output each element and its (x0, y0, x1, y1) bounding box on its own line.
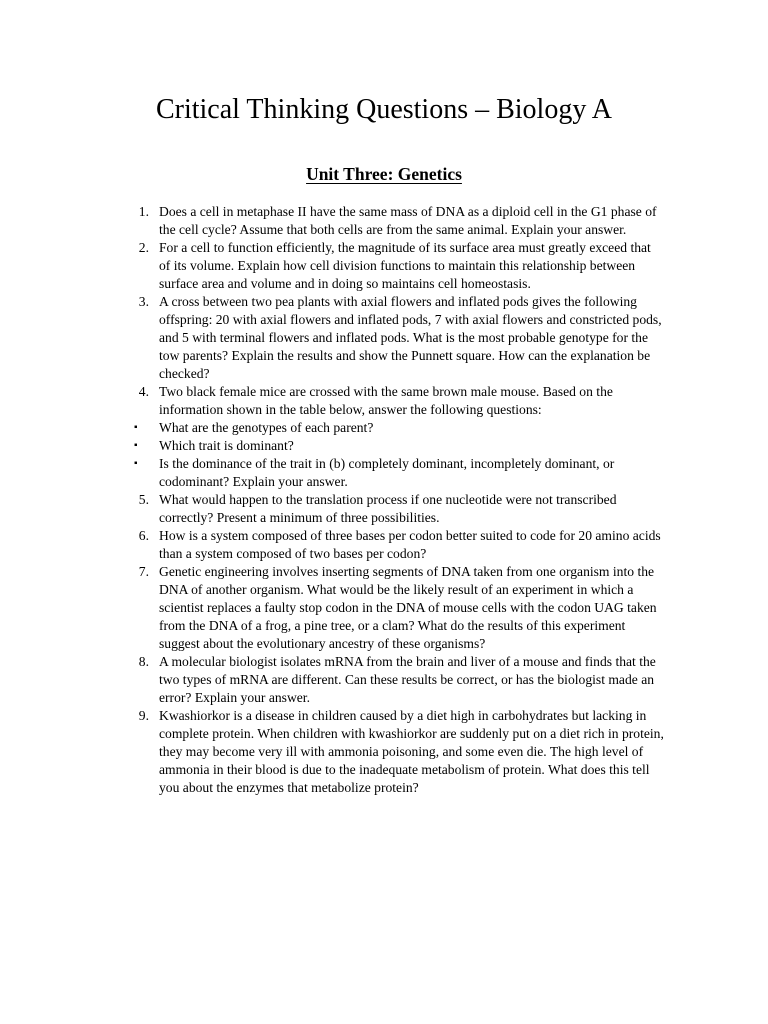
question-item (124, 563, 664, 653)
square-bullet-icon: ▪ (134, 440, 138, 451)
sub-question-text: Is the dominance of the trait in (b) completely dominant, incompletely dominant, or codominant? Explain your answer. (159, 456, 615, 489)
question-list (124, 203, 664, 797)
page-title: Critical Thinking Questions – Biology A (155, 94, 613, 125)
question-text: How is a system composed of three bases per codon better suited to code for 20 amino acids than a system composed of two bases per codon? (159, 528, 661, 561)
sub-question-item (124, 437, 664, 455)
question-text: A cross between two pea plants with axial flowers and inflated pods gives the following offspring: 20 with axial flowers and inflated pods, 7 with axial flowers and constricted pods, and 5 with terminal flowers and inflated pods. What is the most probable genotype for the tow parents? Explain the results and show the Punnett square. How can the explanation be checked? (159, 294, 662, 381)
sub-question-text: What are the genotypes of each parent? (159, 420, 374, 435)
question-item (124, 293, 664, 383)
question-text: A molecular biologist isolates mRNA from the brain and liver of a mouse and finds that the two types of mRNA are different. Can these results be correct, or has the biologist made an error? Explain your answer. (159, 654, 656, 705)
question-item (124, 653, 664, 707)
item-number: 9. (138, 708, 149, 723)
question-text: Does a cell in metaphase II have the same mass of DNA as a diploid cell in the G1 phase of the cell cycle? Assume that both cells are from the same animal. Explain your answer. (159, 204, 657, 237)
question-item (124, 239, 664, 293)
question-text: Kwashiorkor is a disease in children caused by a diet high in carbohydrates but lacking in complete protein. When children with kwashiorkor are suddenly put on a diet rich in protein, they may become very ill with ammonia poisoning, and some even die. The high level of ammonia in their blood is due to the inadequate metabolism of protein. What does this tell you about the enzymes that metabolize protein? (159, 708, 664, 795)
sub-question-item (124, 419, 664, 437)
item-number: 2. (138, 240, 149, 255)
sub-question-item (124, 455, 664, 491)
square-bullet-icon: ▪ (134, 422, 138, 433)
question-text: For a cell to function efficiently, the magnitude of its surface area must greatly exceed that of its volume. Explain how cell division functions to maintain this relationship between surface area and volume and in doing so maintains cell homeostasis. (159, 240, 651, 291)
sub-question-text: Which trait is dominant? (159, 438, 294, 453)
item-number: 6. (138, 528, 149, 543)
item-number: 4. (138, 384, 149, 399)
item-number: 7. (138, 564, 149, 579)
unit-heading: Unit Three: Genetics (306, 164, 462, 184)
item-number: 1. (138, 204, 149, 219)
question-text: Two black female mice are crossed with the same brown male mouse. Based on the information shown in the table below, answer the following questions: (159, 384, 613, 417)
question-item (124, 707, 664, 797)
question-text: What would happen to the translation process if one nucleotide were not transcribed correctly? Present a minimum of three possibilities. (159, 492, 617, 525)
item-number: 5. (138, 492, 149, 507)
item-number: 8. (138, 654, 149, 669)
question-text: Genetic engineering involves inserting segments of DNA taken from one organism into the DNA of another organism. What would be the likely result of an experiment in which a scientist replaces a faulty stop codon in the DNA of mouse cells with the codon UAG taken from the DNA of a frog, a pine tree, or a clam? What do the results of this experiment suggest about the evolutionary ancestry of these organisms? (159, 564, 657, 651)
question-item (124, 491, 664, 527)
question-item (124, 527, 664, 563)
question-item (124, 383, 664, 419)
square-bullet-icon: ▪ (134, 458, 138, 469)
question-item (124, 203, 664, 239)
item-number: 3. (138, 294, 149, 309)
